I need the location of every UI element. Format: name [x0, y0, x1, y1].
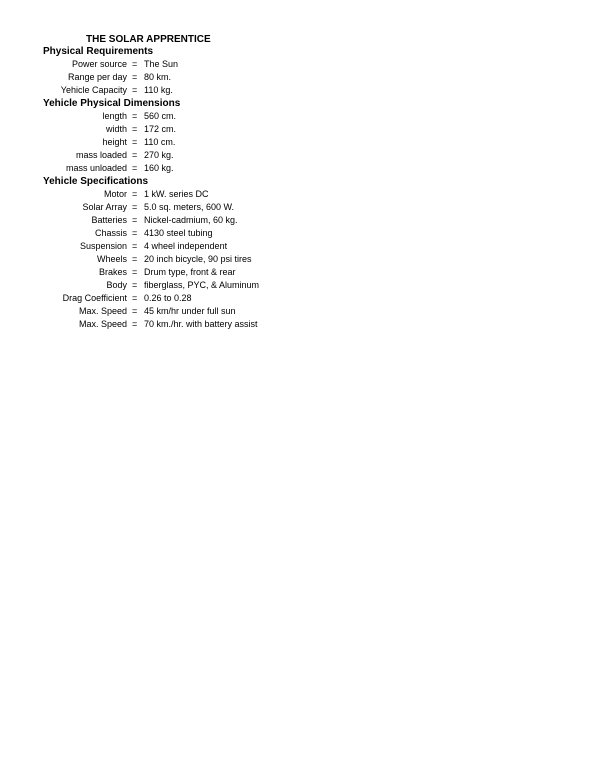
equals-sign: = — [132, 163, 138, 173]
equals-sign: = — [132, 124, 138, 134]
spec-value: 70 km./hr. with battery assist — [144, 319, 258, 329]
spec-row — [0, 149, 600, 162]
section-heading: Physical Requirements — [43, 46, 154, 57]
spec-value: The Sun — [144, 59, 179, 69]
equals-sign: = — [132, 319, 138, 329]
spec-value: 45 km/hr under full sun — [144, 306, 236, 316]
spec-value: 4 wheel independent — [144, 241, 228, 251]
equals-sign: = — [132, 280, 138, 290]
equals-sign: = — [132, 59, 138, 69]
spec-row — [0, 292, 600, 305]
spec-row — [0, 201, 600, 214]
spec-row — [0, 240, 600, 253]
spec-sections — [0, 45, 600, 331]
spec-label: Chassis — [94, 228, 127, 238]
spec-value: 4130 steel tubing — [144, 228, 213, 238]
spec-row — [0, 305, 600, 318]
spec-label: length — [102, 111, 127, 121]
spec-label: mass loaded — [75, 150, 127, 160]
spec-label: Brakes — [98, 267, 127, 277]
spec-row — [0, 123, 600, 136]
equals-sign: = — [132, 228, 138, 238]
section-physical-requirements — [0, 45, 600, 97]
spec-value: 172 cm. — [144, 124, 177, 134]
spec-label: width — [105, 124, 127, 134]
spec-label: Power source — [71, 59, 127, 69]
spec-row — [0, 162, 600, 175]
equals-sign: = — [132, 306, 138, 316]
spec-value: 110 cm. — [144, 137, 176, 147]
equals-sign: = — [132, 254, 138, 264]
spec-value: fiberglass, PYC, & Aluminum — [144, 280, 260, 290]
spec-value: 5.0 sq. meters, 600 W. — [144, 202, 235, 212]
spec-row — [0, 188, 600, 201]
spec-row — [0, 71, 600, 84]
spec-value: 20 inch bicycle, 90 psi tires — [144, 254, 252, 264]
spec-row — [0, 266, 600, 279]
spec-label: Range per day — [67, 72, 127, 82]
spec-label: Batteries — [91, 215, 127, 225]
spec-label: height — [102, 137, 127, 147]
spec-label: Wheels — [96, 254, 127, 264]
spec-row — [0, 227, 600, 240]
equals-sign: = — [132, 189, 138, 199]
spec-value: 160 kg. — [144, 163, 174, 173]
equals-sign: = — [132, 137, 138, 147]
equals-sign: = — [132, 267, 138, 277]
spec-row — [0, 318, 600, 331]
equals-sign: = — [132, 202, 138, 212]
spec-row — [0, 58, 600, 71]
spec-value: 560 cm. — [144, 111, 177, 121]
spec-label: Max. Speed — [78, 306, 127, 316]
spec-label: Motor — [103, 189, 127, 199]
equals-sign: = — [132, 215, 138, 225]
equals-sign: = — [132, 72, 138, 82]
spec-row — [0, 214, 600, 227]
spec-value: 1 kW. series DC — [144, 189, 209, 199]
spec-label: mass unloaded — [65, 163, 127, 173]
spec-label: Solar Array — [82, 202, 127, 212]
equals-sign: = — [132, 111, 138, 121]
section-heading: Yehicle Physical Dimensions — [43, 98, 181, 109]
spec-value: 0.26 to 0.28 — [144, 293, 192, 303]
spec-label: Drag Coefficient — [62, 293, 127, 303]
spec-label: Suspension — [79, 241, 127, 251]
spec-row — [0, 84, 600, 97]
spec-label: Yehicle Capacity — [60, 85, 127, 95]
spec-value: 80 km. — [144, 72, 172, 82]
spec-row — [0, 253, 600, 266]
spec-value: 110 kg. — [144, 85, 173, 95]
spec-label: Max. Speed — [78, 319, 127, 329]
spec-value: Nickel-cadmium, 60 kg. — [144, 215, 238, 225]
equals-sign: = — [132, 85, 138, 95]
equals-sign: = — [132, 293, 138, 303]
spec-value: Drum type, front & rear — [144, 267, 236, 277]
spec-row — [0, 279, 600, 292]
spec-row — [0, 110, 600, 123]
section-heading: Yehicle Specifications — [43, 176, 149, 187]
section-vehicle-specifications — [0, 175, 600, 331]
document-title: THE SOLAR APPRENTICE — [86, 34, 211, 45]
spec-value: 270 kg. — [144, 150, 174, 160]
equals-sign: = — [132, 241, 138, 251]
spec-label: Body — [106, 280, 127, 290]
section-physical-dimensions — [0, 97, 600, 175]
spec-row — [0, 136, 600, 149]
equals-sign: = — [132, 150, 138, 160]
